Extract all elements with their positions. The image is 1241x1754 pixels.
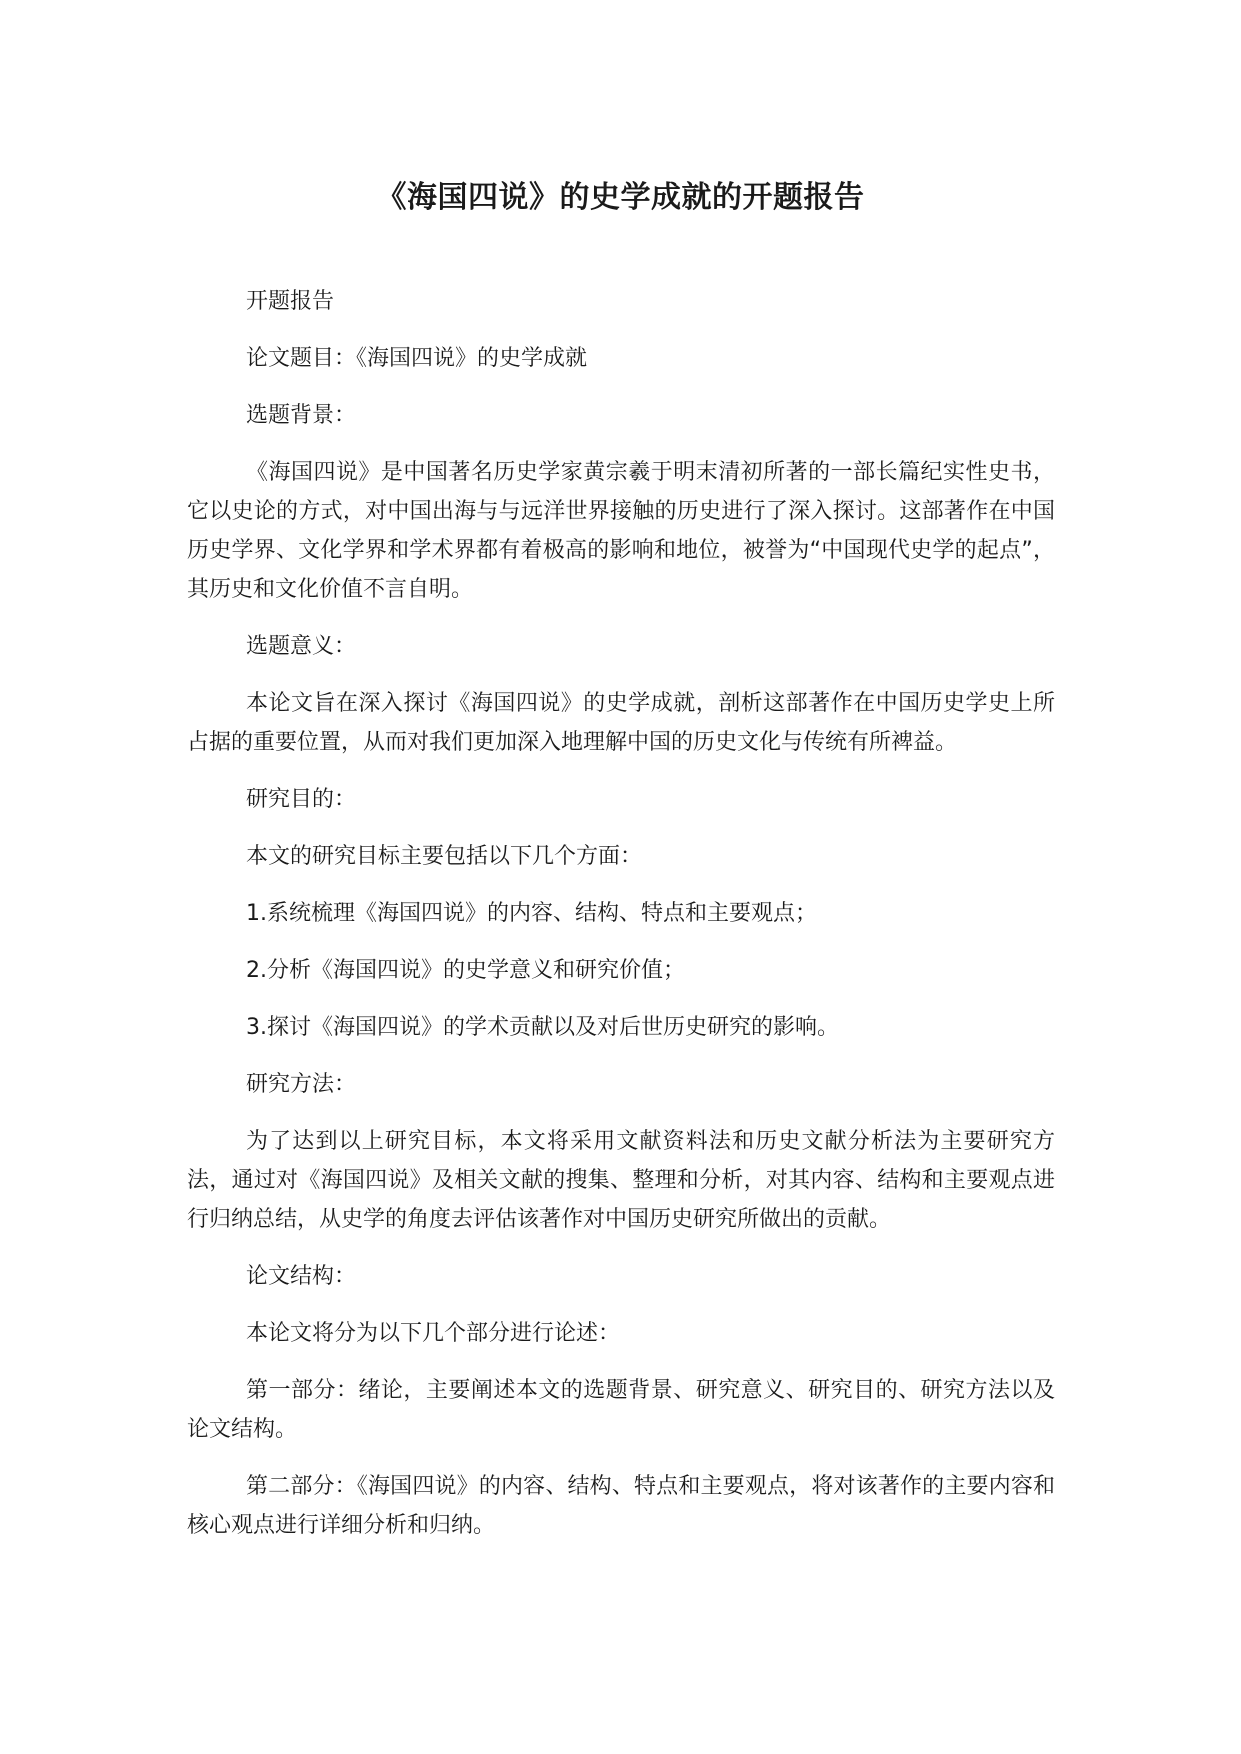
list-item: 2.分析《海国四说》的史学意义和研究价值；: [246, 958, 685, 983]
heading-background: 选题背景：: [246, 403, 357, 428]
heading-report: 开题报告: [246, 289, 335, 314]
thesis-title: 论文题目：《海国四说》的史学成就: [246, 346, 588, 371]
paragraph-part-two: 第二部分：《海国四说》的内容、结构、特点和主要观点，将对该著作的主要内容和核心观点进行详细分析和归纳。: [187, 1474, 1055, 1538]
heading-significance: 选题意义：: [246, 634, 357, 659]
paragraph-background: 《海国四说》是中国著名历史学家黄宗羲于明末清初所著的一部长篇纪实性史书，它以史论的方式，对中国出海与与远洋世界接触的历史进行了深入探讨。这部著作在中国历史学界、文化学界和学术界都有着极高的影响和地位，被誉为“中国现代史学的起点”，其历史和文化价值不言自明。: [187, 460, 1055, 602]
heading-methods: 研究方法：: [246, 1072, 357, 1097]
list-item: 1.系统梳理《海国四说》的内容、结构、特点和主要观点；: [246, 901, 817, 926]
document-title: 《海国四说》的史学成就的开题报告: [376, 180, 865, 215]
list-item: 3.探讨《海国四说》的学术贡献以及对后世历史研究的影响。: [246, 1015, 839, 1040]
paragraph-part-one: 第一部分：绪论，主要阐述本文的选题背景、研究意义、研究目的、研究方法以及论文结构。: [187, 1378, 1055, 1442]
heading-structure: 论文结构：: [246, 1264, 357, 1289]
heading-objectives: 研究目的：: [246, 787, 357, 812]
paragraph-structure-intro: 本论文将分为以下几个部分进行论述：: [246, 1321, 621, 1346]
paragraph-methods: 为了达到以上研究目标，本文将采用文献资料法和历史文献分析法为主要研究方法，通过对《海国四说》及相关文献的搜集、整理和分析，对其内容、结构和主要观点进行归纳总结，从史学的角度去评估该著作对中国历史研究所做出的贡献。: [187, 1129, 1055, 1232]
paragraph-objectives-intro: 本文的研究目标主要包括以下几个方面：: [246, 844, 643, 869]
document-body: [187, 282, 1055, 1563]
paragraph-significance: 本论文旨在深入探讨《海国四说》的史学成就，剖析这部著作在中国历史学史上所占据的重要位置，从而对我们更加深入地理解中国的历史文化与传统有所裨益。: [187, 691, 1055, 755]
